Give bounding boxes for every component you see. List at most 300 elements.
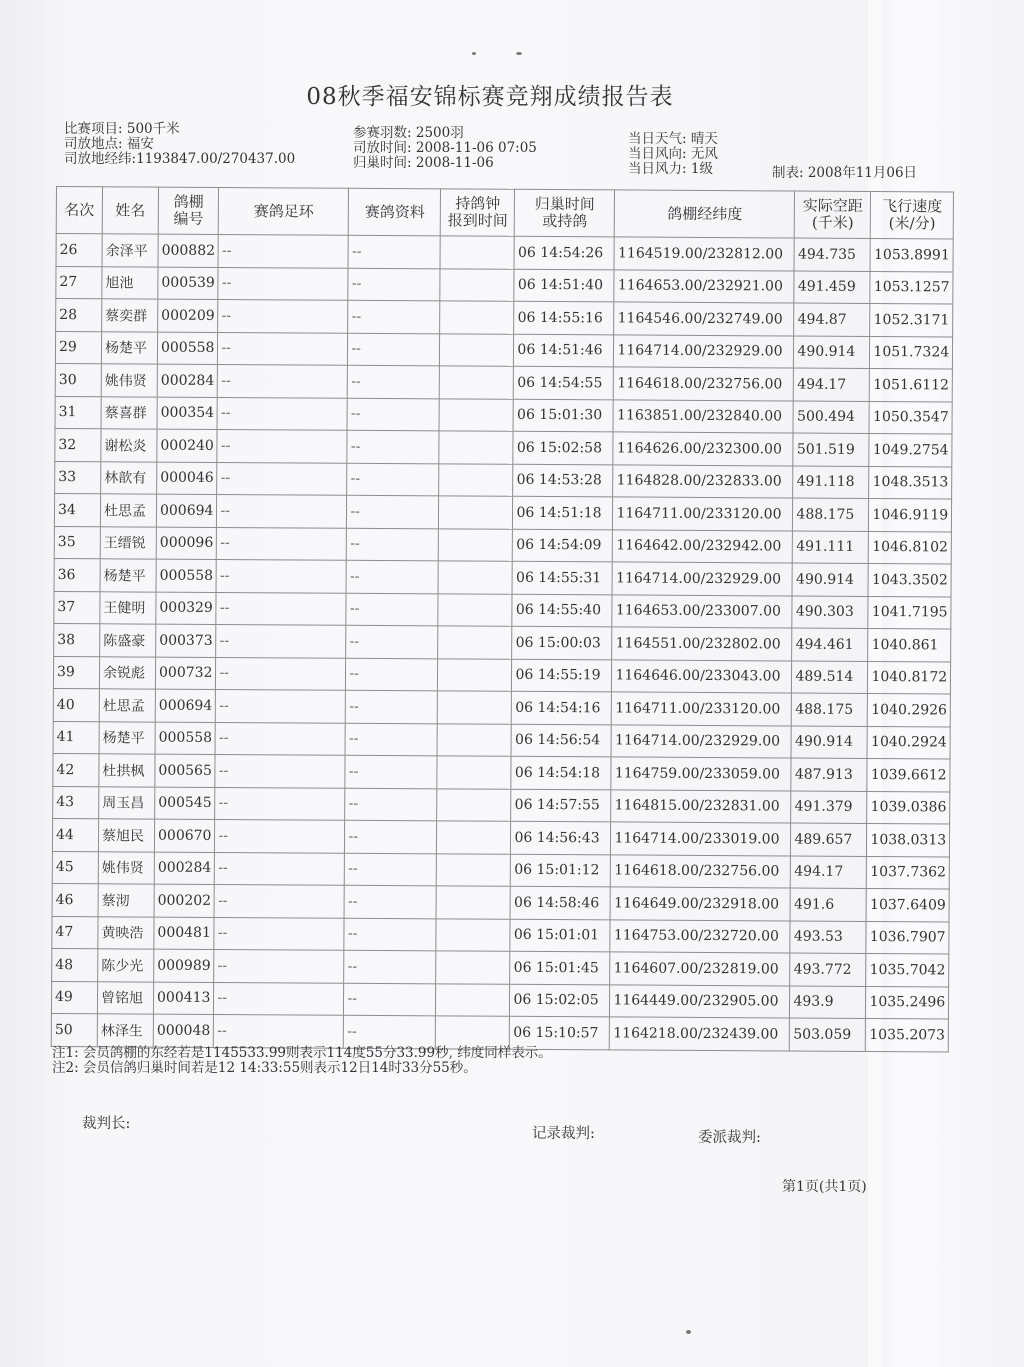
ring-cell: -- (218, 299, 348, 332)
speed-cell: 1051.7324 (870, 336, 953, 369)
name-cell: 陈盛豪 (100, 624, 156, 657)
ring-cell: -- (218, 234, 348, 267)
clock-time-cell (437, 788, 511, 821)
name-cell: 杨楚平 (100, 559, 156, 592)
name-cell: 姚伟贤 (98, 851, 154, 884)
coordinates-cell: 1164546.00/232749.00 (614, 302, 794, 336)
column-header: 实际空距 (千米) (795, 191, 871, 238)
table-row (55, 428, 952, 466)
pigeon-info-cell: -- (345, 755, 437, 788)
pigeon-info-cell: -- (348, 235, 440, 268)
ring-cell: -- (214, 917, 344, 950)
clock-time-cell (437, 853, 511, 886)
arrival-time-cell: 06 14:51:18 (513, 496, 613, 529)
rank-cell: 39 (53, 656, 99, 689)
coordinates-cell: 1164607.00/232819.00 (610, 952, 790, 986)
coordinates-cell: 1164711.00/233120.00 (612, 692, 792, 726)
coordinates-cell: 1164653.00/232921.00 (614, 269, 794, 303)
distance-cell: 491.459 (794, 271, 870, 304)
speed-cell: 1053.1257 (870, 271, 953, 304)
pigeon-info-cell: -- (347, 463, 439, 496)
prepared-date: 制表: 2008年11月06日 (772, 165, 918, 181)
paper-speck (686, 1330, 691, 1334)
speed-cell: 1043.3502 (868, 563, 951, 596)
rank-cell: 50 (51, 1013, 97, 1046)
ring-cell: -- (216, 624, 346, 657)
distance-cell: 490.303 (792, 596, 868, 629)
distance-cell: 494.87 (794, 303, 870, 336)
coordinates-cell: 1164753.00/232720.00 (610, 919, 790, 953)
pigeon-info-cell: -- (346, 658, 438, 691)
rank-cell: 31 (55, 396, 101, 429)
loft-number-cell: 000046 (157, 462, 218, 495)
pigeon-info-cell: -- (346, 690, 438, 723)
clock-time-cell (438, 658, 512, 691)
coordinates-cell: 1164646.00/233043.00 (612, 659, 792, 693)
footnote: 注1: 会员鸽棚的东经若是1145533.99则表示114度55分33.99秒, 纬度同样表示。 (52, 1045, 552, 1061)
meta-column-3 (628, 132, 718, 177)
clock-time-cell (438, 593, 512, 626)
name-cell: 杨楚平 (101, 331, 157, 364)
arrival-time-cell: 06 15:02:05 (510, 984, 610, 1017)
coordinates-cell: 1164519.00/232812.00 (614, 237, 794, 271)
clock-time-cell (439, 496, 513, 529)
speed-cell: 1051.6112 (870, 368, 953, 401)
ring-cell: -- (217, 429, 347, 462)
ring-cell: -- (215, 787, 345, 820)
meta-item: 当日风向: 无风 (628, 146, 718, 162)
arrival-time-cell: 06 14:54:26 (514, 236, 614, 269)
table-row (51, 981, 948, 1019)
ring-cell: -- (215, 754, 345, 787)
distance-cell: 493.53 (790, 921, 866, 954)
coordinates-cell: 1164618.00/232756.00 (611, 854, 791, 888)
pigeon-info-cell: -- (345, 723, 437, 756)
coordinates-cell: 1164551.00/232802.00 (612, 627, 792, 661)
rank-cell: 45 (52, 851, 98, 884)
coordinates-cell: 1164714.00/232929.00 (614, 334, 794, 368)
loft-number-cell: 000565 (155, 754, 216, 787)
loft-number-cell: 000209 (158, 299, 219, 332)
name-cell: 王健明 (100, 591, 156, 624)
table-row (54, 493, 951, 531)
speed-cell: 1035.2073 (866, 1018, 949, 1051)
speed-cell: 1040.2926 (868, 693, 951, 726)
distance-cell: 487.913 (791, 758, 867, 791)
pigeon-info-cell: -- (344, 950, 436, 983)
column-header: 持鸽钟 报到时间 (441, 189, 515, 236)
table-row (55, 396, 952, 434)
rank-cell: 47 (52, 916, 98, 949)
ring-cell: -- (218, 364, 348, 397)
meta-item: 当日天气: 晴天 (628, 131, 718, 147)
rank-cell: 26 (56, 234, 102, 267)
meta-column-2 (353, 126, 537, 171)
arrival-time-cell: 06 14:55:40 (512, 594, 612, 627)
distance-cell: 489.514 (792, 661, 868, 694)
loft-number-cell: 000413 (153, 982, 214, 1015)
table-row (52, 818, 949, 856)
distance-cell: 494.461 (792, 628, 868, 661)
ring-cell: -- (218, 332, 348, 365)
loft-number-cell: 000202 (154, 884, 215, 917)
chief-referee-label: 裁判长: (82, 1116, 131, 1132)
name-cell: 王缙锐 (100, 526, 156, 559)
rank-cell: 40 (53, 688, 99, 721)
speed-cell: 1035.2496 (866, 986, 949, 1019)
rank-cell: 30 (55, 363, 101, 396)
clock-time-cell (440, 236, 514, 269)
clock-time-cell (439, 431, 513, 464)
clock-time-cell (436, 886, 510, 919)
clock-time-cell (436, 1016, 510, 1049)
results-table (51, 186, 954, 1052)
clock-time-cell (440, 301, 514, 334)
loft-number-cell: 000989 (154, 949, 215, 982)
ring-cell: -- (214, 1014, 344, 1047)
distance-cell: 503.059 (790, 1018, 866, 1051)
meta-item: 当日风力: 1级 (628, 161, 713, 177)
pigeon-info-cell: -- (344, 1015, 436, 1048)
speed-cell: 1039.6612 (867, 758, 950, 791)
speed-cell: 1037.6409 (866, 888, 949, 921)
coordinates-cell: 1164449.00/232905.00 (610, 984, 790, 1018)
name-cell: 周玉昌 (99, 786, 155, 819)
table-row (53, 656, 950, 694)
table-header-row (56, 187, 953, 239)
pigeon-info-cell: -- (344, 918, 436, 951)
name-cell: 林泽生 (97, 1014, 153, 1047)
clock-time-cell (437, 756, 511, 789)
pigeon-info-cell: -- (348, 365, 440, 398)
speed-cell: 1049.2754 (869, 433, 952, 466)
speed-cell: 1040.2924 (867, 726, 950, 759)
ring-cell: -- (217, 462, 347, 495)
distance-cell: 488.175 (793, 498, 869, 531)
pigeon-info-cell: -- (345, 788, 437, 821)
arrival-time-cell: 06 14:53:28 (513, 464, 613, 497)
pigeon-info-cell: -- (346, 593, 438, 626)
clock-time-cell (440, 333, 514, 366)
table-row (53, 786, 950, 824)
pigeon-info-cell: -- (347, 430, 439, 463)
clock-time-cell (440, 268, 514, 301)
arrival-time-cell: 06 14:55:31 (512, 561, 612, 594)
loft-number-cell: 000240 (157, 429, 218, 462)
coordinates-cell: 1164626.00/232300.00 (613, 432, 793, 466)
ring-cell: -- (218, 267, 348, 300)
arrival-time-cell: 06 14:55:19 (512, 659, 612, 692)
name-cell: 杨楚平 (99, 721, 155, 754)
recorder-referee-label: 记录裁判: (532, 1126, 595, 1142)
loft-number-cell: 000373 (156, 624, 217, 657)
distance-cell: 493.9 (790, 985, 866, 1018)
table-row (55, 331, 952, 369)
pigeon-info-cell: -- (346, 560, 438, 593)
clock-time-cell (436, 918, 510, 951)
clock-time-cell (438, 691, 512, 724)
arrival-time-cell: 06 14:54:55 (514, 366, 614, 399)
distance-cell: 500.494 (793, 401, 869, 434)
footnotes (52, 1046, 552, 1076)
distance-cell: 491.379 (791, 791, 867, 824)
rank-cell: 37 (54, 591, 100, 624)
speed-cell: 1050.3547 (869, 401, 952, 434)
speed-cell: 1040.8172 (868, 661, 951, 694)
table-row (54, 591, 951, 629)
arrival-time-cell: 06 15:02:58 (513, 431, 613, 464)
distance-cell: 489.657 (791, 823, 867, 856)
distance-cell: 501.519 (793, 433, 869, 466)
arrival-time-cell: 06 14:54:16 (512, 691, 612, 724)
coordinates-cell: 1164218.00/232439.00 (610, 1017, 790, 1051)
loft-number-cell: 000558 (155, 722, 216, 755)
table-row (54, 526, 951, 564)
table-row (55, 363, 952, 401)
meta-item: 参赛羽数: 2500羽 (353, 125, 464, 141)
loft-number-cell: 000284 (157, 364, 218, 397)
arrival-time-cell: 06 15:01:01 (510, 919, 610, 952)
name-cell: 蔡奕群 (102, 299, 158, 332)
table-row (56, 266, 953, 304)
speed-cell: 1035.7042 (866, 953, 949, 986)
clock-time-cell (436, 951, 510, 984)
loft-number-cell: 000670 (154, 819, 215, 852)
loft-number-cell: 000694 (155, 689, 216, 722)
ring-cell: -- (217, 397, 347, 430)
pigeon-info-cell: -- (348, 333, 440, 366)
name-cell: 蔡旭民 (98, 819, 154, 852)
ring-cell: -- (217, 527, 347, 560)
column-header: 赛鸽资料 (349, 188, 441, 236)
table-row (52, 883, 949, 921)
meta-item: 比赛项目: 500千米 (64, 121, 180, 137)
clock-time-cell (438, 626, 512, 659)
pigeon-info-cell: -- (344, 885, 436, 918)
rank-cell: 46 (52, 883, 98, 916)
coordinates-cell: 1164618.00/232756.00 (614, 367, 794, 401)
ring-cell: -- (215, 722, 345, 755)
pigeon-info-cell: -- (348, 300, 440, 333)
clock-time-cell (437, 821, 511, 854)
loft-number-cell: 000558 (156, 559, 217, 592)
coordinates-cell: 1164714.00/232929.00 (611, 724, 791, 758)
loft-number-cell: 000354 (157, 397, 218, 430)
table-row (53, 753, 950, 791)
name-cell: 余锐彪 (99, 656, 155, 689)
rank-cell: 34 (54, 493, 100, 526)
arrival-time-cell: 06 15:01:45 (510, 951, 610, 984)
distance-cell: 490.914 (791, 726, 867, 759)
distance-cell: 493.772 (790, 953, 866, 986)
table-row (56, 299, 953, 337)
coordinates-cell: 1164828.00/232833.00 (613, 464, 793, 498)
arrival-time-cell: 06 14:54:18 (511, 756, 611, 789)
column-header: 飞行速度 (米/分) (871, 191, 954, 239)
arrival-time-cell: 06 14:54:09 (513, 529, 613, 562)
rank-cell: 33 (55, 461, 101, 494)
table-row (52, 916, 949, 954)
pigeon-info-cell: -- (345, 820, 437, 853)
paper-speck (516, 52, 522, 55)
clock-time-cell (439, 528, 513, 561)
appointed-referee-label: 委派裁判: (698, 1130, 761, 1146)
distance-cell: 488.175 (792, 693, 868, 726)
table-row (54, 558, 951, 596)
speed-cell: 1046.9119 (869, 498, 952, 531)
rank-cell: 36 (54, 558, 100, 591)
table-row (53, 721, 950, 759)
speed-cell: 1048.3513 (869, 466, 952, 499)
loft-number-cell: 000329 (156, 592, 217, 625)
arrival-time-cell: 06 15:10:57 (510, 1016, 610, 1049)
speed-cell: 1036.7907 (866, 921, 949, 954)
rank-cell: 48 (52, 948, 98, 981)
rank-cell: 27 (56, 266, 102, 299)
name-cell: 陈少光 (98, 949, 154, 982)
speed-cell: 1037.7362 (867, 856, 950, 889)
ring-cell: -- (214, 949, 344, 982)
rank-cell: 44 (52, 818, 98, 851)
speed-cell: 1053.8991 (870, 238, 953, 271)
column-header: 姓名 (102, 187, 158, 234)
distance-cell: 491.111 (793, 531, 869, 564)
arrival-time-cell: 06 15:01:30 (513, 399, 613, 432)
loft-number-cell: 000096 (156, 527, 217, 560)
speed-cell: 1040.861 (868, 628, 951, 661)
paper-speck (472, 52, 476, 55)
pigeon-info-cell: -- (347, 398, 439, 431)
meta-item: 司放地经纬:1193847.00/270437.00 (64, 151, 296, 167)
clock-time-cell (440, 366, 514, 399)
arrival-time-cell: 06 14:55:16 (514, 301, 614, 334)
name-cell: 林歆有 (101, 461, 157, 494)
column-header: 归巢时间 或持鸽 (515, 189, 615, 237)
rank-cell: 38 (54, 623, 100, 656)
coordinates-cell: 1164642.00/232942.00 (613, 529, 793, 563)
ring-cell: -- (216, 592, 346, 625)
coordinates-cell: 1164653.00/233007.00 (612, 594, 792, 628)
coordinates-cell: 1164714.00/233019.00 (611, 822, 791, 856)
ring-cell: -- (217, 494, 347, 527)
coordinates-cell: 1163851.00/232840.00 (613, 399, 793, 433)
name-cell: 蔡喜群 (101, 396, 157, 429)
arrival-time-cell: 06 14:56:54 (511, 724, 611, 757)
ring-cell: -- (216, 689, 346, 722)
table-row (52, 948, 949, 986)
distance-cell: 494.17 (791, 856, 867, 889)
coordinates-cell: 1164815.00/232831.00 (611, 789, 791, 823)
rank-cell: 28 (56, 299, 102, 332)
name-cell: 黄映浩 (98, 916, 154, 949)
name-cell: 杜思孟 (100, 494, 156, 527)
rank-cell: 35 (54, 526, 100, 559)
speed-cell: 1046.8102 (869, 531, 952, 564)
pigeon-info-cell: -- (347, 495, 439, 528)
speed-cell: 1052.3171 (870, 303, 953, 336)
coordinates-cell: 1164759.00/233059.00 (611, 757, 791, 791)
table-row (52, 851, 949, 889)
distance-cell: 491.118 (793, 466, 869, 499)
arrival-time-cell: 06 14:57:55 (511, 789, 611, 822)
table-row (53, 688, 950, 726)
ring-cell: -- (216, 657, 346, 690)
pigeon-info-cell: -- (345, 853, 437, 886)
speed-cell: 1038.0313 (867, 823, 950, 856)
meta-column-1 (64, 122, 295, 167)
pigeon-info-cell: -- (346, 625, 438, 658)
table-row (54, 623, 951, 661)
name-cell: 余泽平 (102, 234, 158, 267)
clock-time-cell (436, 983, 510, 1016)
column-header: 鸽棚 编号 (158, 187, 219, 234)
table-row (56, 234, 953, 272)
arrival-time-cell: 06 14:51:40 (514, 269, 614, 302)
report-title: 08秋季福安锦标赛竞翔成绩报告表 (306, 84, 674, 110)
loft-number-cell: 000481 (154, 917, 215, 950)
ring-cell: -- (216, 559, 346, 592)
pigeon-info-cell: -- (344, 983, 436, 1016)
arrival-time-cell: 06 15:01:12 (511, 854, 611, 887)
name-cell: 姚伟贤 (101, 364, 157, 397)
page-number: 第1页(共1页) (782, 1179, 867, 1195)
pigeon-info-cell: -- (348, 268, 440, 301)
name-cell: 蔡沏 (98, 884, 154, 917)
loft-number-cell: 000284 (154, 852, 215, 885)
distance-cell: 494.735 (794, 238, 870, 271)
name-cell: 旭池 (102, 266, 158, 299)
clock-time-cell (439, 398, 513, 431)
name-cell: 杜思孟 (99, 689, 155, 722)
ring-cell: -- (214, 982, 344, 1015)
pigeon-info-cell: -- (347, 528, 439, 561)
name-cell: 杜拱枫 (99, 754, 155, 787)
clock-time-cell (437, 723, 511, 756)
rank-cell: 32 (55, 428, 101, 461)
loft-number-cell: 000048 (153, 1014, 214, 1047)
rank-cell: 41 (53, 721, 99, 754)
column-header: 名次 (56, 187, 102, 234)
arrival-time-cell: 06 14:58:46 (510, 886, 610, 919)
loft-number-cell: 000545 (155, 787, 216, 820)
clock-time-cell (438, 561, 512, 594)
name-cell: 曾铭旭 (97, 981, 153, 1014)
loft-number-cell: 000539 (158, 267, 219, 300)
distance-cell: 494.17 (794, 368, 870, 401)
footnote: 注2: 会员信鸽归巢时间若是12 14:33:55则表示12日14时33分55秒。 (52, 1060, 477, 1076)
table-body (51, 234, 953, 1052)
speed-cell: 1039.0386 (867, 791, 950, 824)
distance-cell: 491.6 (790, 888, 866, 921)
rank-cell: 29 (55, 331, 101, 364)
distance-cell: 490.914 (792, 563, 868, 596)
arrival-time-cell: 06 14:51:46 (514, 334, 614, 367)
column-header: 鸽棚经纬度 (615, 190, 795, 238)
name-cell: 谢松炎 (101, 429, 157, 462)
distance-cell: 490.914 (794, 336, 870, 369)
column-header: 赛鸽足环 (219, 187, 349, 235)
ring-cell: -- (215, 852, 345, 885)
rank-cell: 42 (53, 753, 99, 786)
meta-item: 司放时间: 2008-11-06 07:05 (353, 140, 537, 156)
meta-item: 归巢时间: 2008-11-06 (353, 155, 494, 171)
arrival-time-cell: 06 15:00:03 (512, 626, 612, 659)
loft-number-cell: 000558 (157, 332, 218, 365)
coordinates-cell: 1164711.00/233120.00 (613, 497, 793, 531)
coordinates-cell: 1164714.00/232929.00 (612, 562, 792, 596)
loft-number-cell: 000694 (156, 494, 217, 527)
ring-cell: -- (214, 884, 344, 917)
